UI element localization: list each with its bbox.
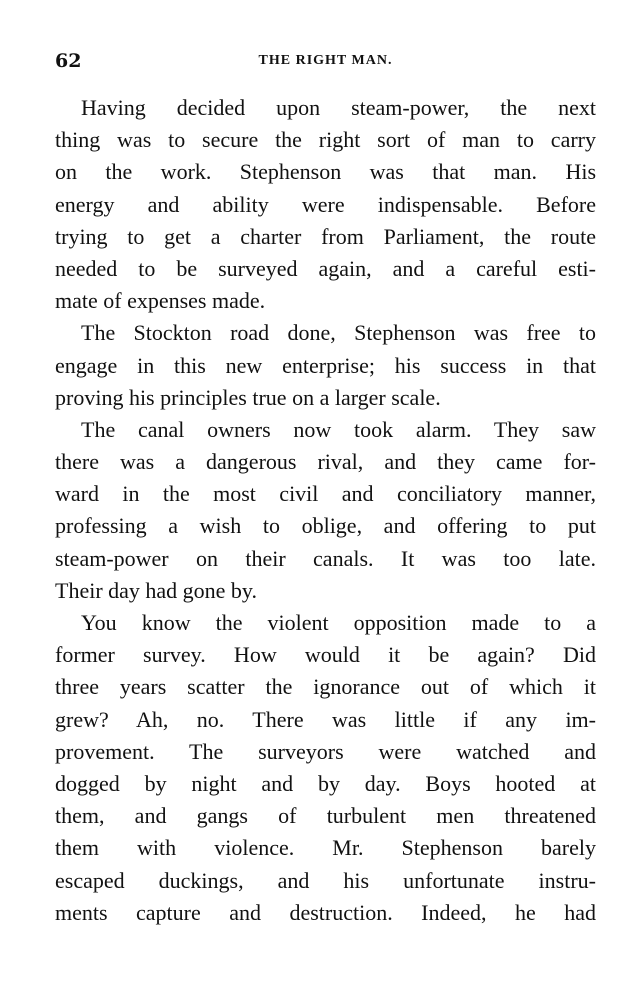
text-line: provement. The surveyors were watched and <box>55 738 596 764</box>
text-line: escaped duckings, and his unfortunate instru- <box>55 867 596 893</box>
text-line: Having decided upon steam-power, the next <box>81 95 596 120</box>
page-number: 62 <box>55 50 82 72</box>
text-line: trying to get a charter from Parliament, the route <box>55 223 596 249</box>
text-line: grew? Ah, no. There was little if any im- <box>55 706 596 732</box>
text-line: former survey. How would it be again? Did <box>55 642 596 668</box>
text-line: engage in this new enterprise; his success in that <box>55 352 596 378</box>
text-line: The Stockton road done, Stephenson was free to <box>81 320 596 346</box>
text-line: steam-power on their canals. It was too late. <box>55 545 596 571</box>
body-text <box>55 92 596 929</box>
paragraph <box>55 317 596 414</box>
paragraph <box>55 92 596 317</box>
text-line: needed to be surveyed again, and a careful esti- <box>55 255 596 281</box>
paragraph <box>55 607 596 929</box>
text-line: mate of expenses made. <box>55 288 266 314</box>
text-line: there was a dangerous rival, and they came for- <box>55 449 596 475</box>
text-line: ments capture and destruction. Indeed, he had <box>55 899 596 925</box>
text-line: professing a wish to oblige, and offering to put <box>55 513 596 539</box>
text-line: on the work. Stephenson was that man. His <box>55 159 596 185</box>
text-line: three years scatter the ignorance out of which it <box>55 674 596 700</box>
page-header <box>55 50 596 74</box>
text-line: energy and ability were indispensable. Before <box>55 191 596 217</box>
text-line: The canal owners now took alarm. They saw <box>81 416 596 442</box>
text-line: dogged by night and by day. Boys hooted at <box>55 770 596 796</box>
text-line: ward in the most civil and conciliatory manner, <box>55 481 596 507</box>
text-line: them with violence. Mr. Stephenson barely <box>55 835 596 861</box>
text-line: You know the violent opposition made to a <box>81 610 596 635</box>
text-line: proving his principles true on a larger scale. <box>55 384 441 410</box>
text-line: thing was to secure the right sort of man to carry <box>55 127 596 153</box>
text-line: them, and gangs of turbulent men threatened <box>55 803 596 829</box>
text-line: Their day had gone by. <box>55 577 258 603</box>
paragraph <box>55 414 596 607</box>
running-head: THE RIGHT MAN. <box>258 53 393 68</box>
